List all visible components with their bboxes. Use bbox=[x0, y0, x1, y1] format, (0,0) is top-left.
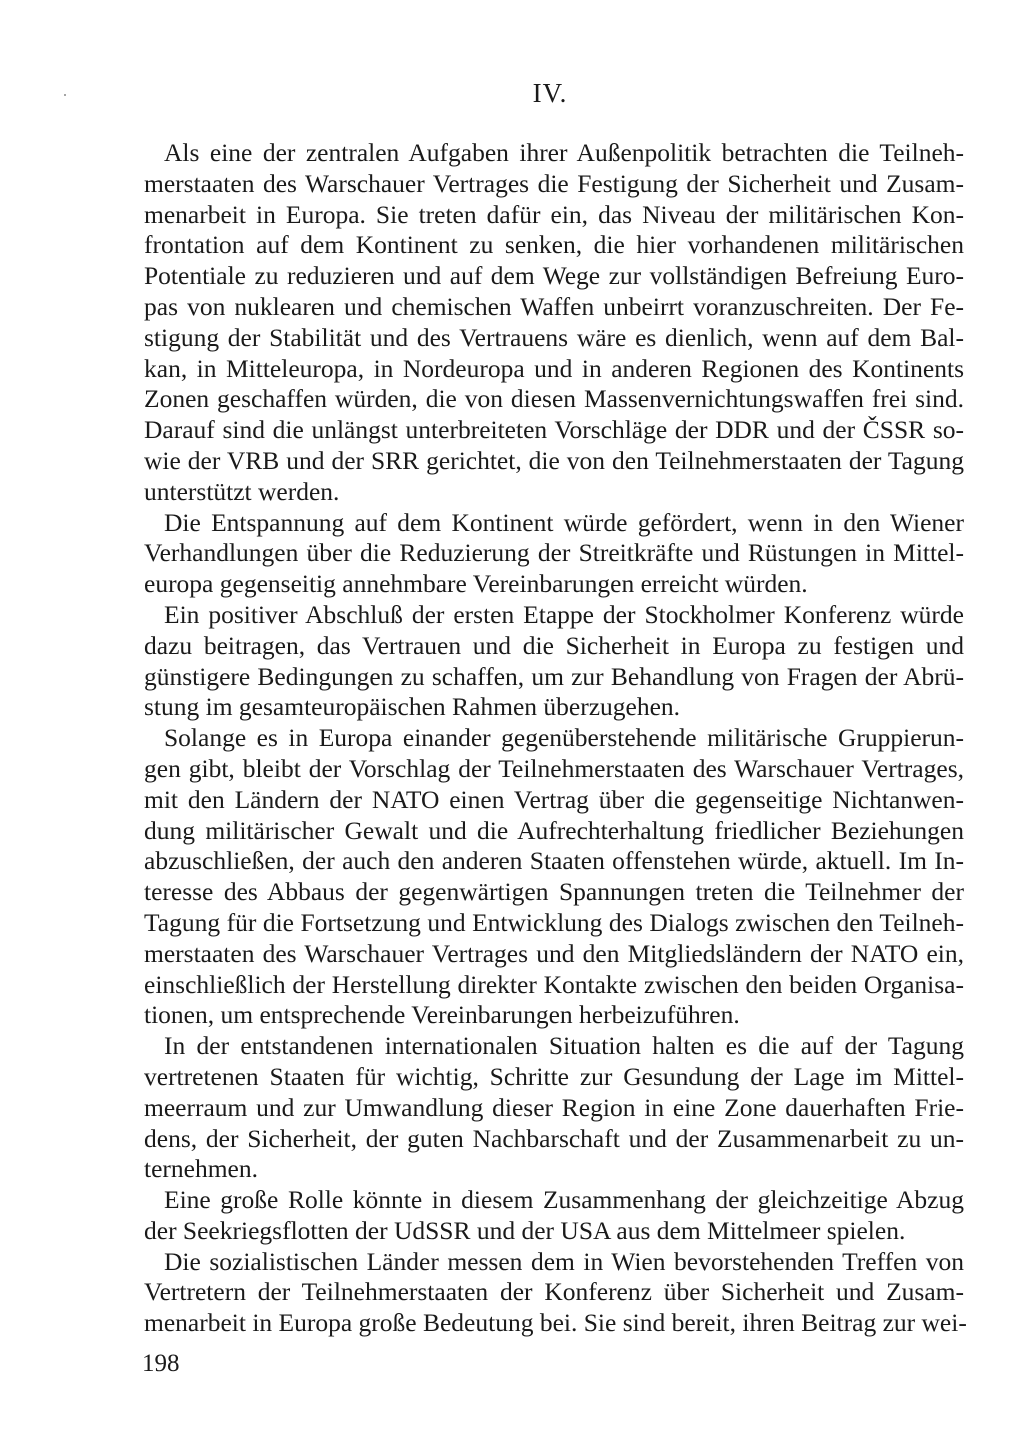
text-line: gen gibt, bleibt der Vorschlag der Teilnehmerstaaten des Warschauer Vertrages, bbox=[144, 753, 964, 783]
text-line: Die Entspannung auf dem Kontinent würde gefördert, wenn in den Wiener bbox=[164, 507, 964, 537]
paragraph bbox=[144, 1031, 964, 1185]
paragraph bbox=[144, 138, 964, 508]
text-line: stigung der Stabilität und des Vertrauens wäre es dienlich, wenn auf dem Bal- bbox=[144, 322, 964, 352]
text-line: merstaaten des Warschauer Vertrages die Festigung der Sicherheit und Zusam- bbox=[144, 168, 964, 198]
text-line: mit den Ländern der NATO einen Vertrag über die gegenseitige Nichtanwen- bbox=[144, 784, 964, 814]
text-line: europa gegenseitig annehmbare Vereinbarungen erreicht würden. bbox=[144, 569, 808, 599]
text-line: merstaaten des Warschauer Vertrages und den Mitgliedsländern der NATO ein, bbox=[144, 938, 964, 968]
text-line: dung militärischer Gewalt und die Aufrechterhaltung friedlicher Beziehungen bbox=[144, 815, 964, 845]
text-line: In der entstandenen internationalen Situation halten es die auf der Tagung bbox=[164, 1031, 964, 1061]
text-line: Darauf sind die unlängst unterbreiteten Vorschläge der DDR und der ČSSR so- bbox=[144, 415, 964, 445]
text-line: Solange es in Europa einander gegenüberstehende militärische Gruppierun- bbox=[164, 723, 964, 753]
text-line: kan, in Mitteleuropa, in Nordeuropa und in anderen Regionen des Kontinents bbox=[144, 353, 964, 383]
text-line: der Seekriegsflotten der UdSSR und der USA aus dem Mittelmeer spielen. bbox=[144, 1215, 906, 1245]
paragraph bbox=[144, 1246, 967, 1339]
text-line: vertretenen Staaten für wichtig, Schritte zur Gesundung der Lage im Mittel- bbox=[144, 1061, 964, 1091]
text-line: unterstützt werden. bbox=[144, 476, 340, 506]
text-line: teresse des Abbaus der gegenwärtigen Spannungen treten die Teilnehmer der bbox=[144, 877, 964, 907]
paragraph bbox=[144, 508, 964, 600]
text-line: wie der VRB und der SRR gerichtet, die von den Teilnehmerstaaten der Tagung bbox=[144, 445, 964, 475]
text-line: Zonen geschaffen würden, die von diesen Massenvernichtungswaffen frei sind. bbox=[144, 384, 964, 414]
text-line: Die sozialistischen Länder messen dem in Wien bevorstehenden Treffen von bbox=[164, 1246, 964, 1276]
text-line: frontation auf dem Kontinent zu senken, die hier vorhandenen militärischen bbox=[144, 230, 964, 260]
text-line: ternehmen. bbox=[144, 1154, 258, 1184]
text-line: einschließlich der Herstellung direkter Kontakte zwischen den beiden Organisa- bbox=[144, 969, 964, 999]
text-line: stung im gesamteuropäischen Rahmen überzugehen. bbox=[144, 692, 681, 722]
text-line: Potentiale zu reduzieren und auf dem Wege zur vollständigen Befreiung Euro- bbox=[144, 261, 964, 291]
text-line: menarbeit in Europa große Bedeutung bei. Sie sind bereit, ihren Beitrag zur wei- bbox=[144, 1308, 967, 1338]
text-line: dazu beitragen, das Vertrauen und die Sicherheit in Europa zu festigen und bbox=[144, 630, 964, 660]
text-line: Eine große Rolle könnte in diesem Zusammenhang der gleichzeitige Abzug bbox=[164, 1185, 964, 1215]
text-line: abzuschließen, der auch den anderen Staaten offenstehen würde, aktuell. Im In- bbox=[144, 846, 964, 876]
section-heading: IV. bbox=[532, 78, 568, 108]
text-line: dens, der Sicherheit, der guten Nachbarschaft und der Zusammenarbeit zu un- bbox=[144, 1123, 964, 1153]
text-line: menarbeit in Europa. Sie treten dafür ein, das Niveau der militärischen Kon- bbox=[144, 199, 964, 229]
text-line: Als eine der zentralen Aufgaben ihrer Außenpolitik betrachten die Teilneh- bbox=[164, 138, 964, 167]
paragraph bbox=[144, 600, 964, 723]
text-body bbox=[144, 138, 967, 1339]
text-line: Verhandlungen über die Reduzierung der Streitkräfte und Rüstungen in Mittel- bbox=[144, 538, 964, 568]
paragraph bbox=[144, 1185, 964, 1247]
text-line: Ein positiver Abschluß der ersten Etappe der Stockholmer Konferenz würde bbox=[164, 599, 964, 629]
text-line: Tagung für die Fortsetzung und Entwicklung des Dialogs zwischen den Teilneh- bbox=[144, 907, 964, 937]
text-line: tionen, um entsprechende Vereinbarungen herbeizuführen. bbox=[144, 1000, 740, 1030]
text-line: Vertretern der Teilnehmerstaaten der Konferenz über Sicherheit und Zusam- bbox=[144, 1277, 964, 1307]
text-line: meerraum und zur Umwandlung dieser Region in eine Zone dauerhaften Frie- bbox=[144, 1092, 964, 1122]
page-number: 198 bbox=[142, 1350, 180, 1377]
text-line: pas von nuklearen und chemischen Waffen unbeirrt voranzuschreiten. Der Fe- bbox=[144, 291, 964, 321]
text-line: günstigere Bedingungen zu schaffen, um zur Behandlung von Fragen der Abrü- bbox=[144, 661, 964, 691]
paragraph bbox=[144, 723, 964, 1031]
